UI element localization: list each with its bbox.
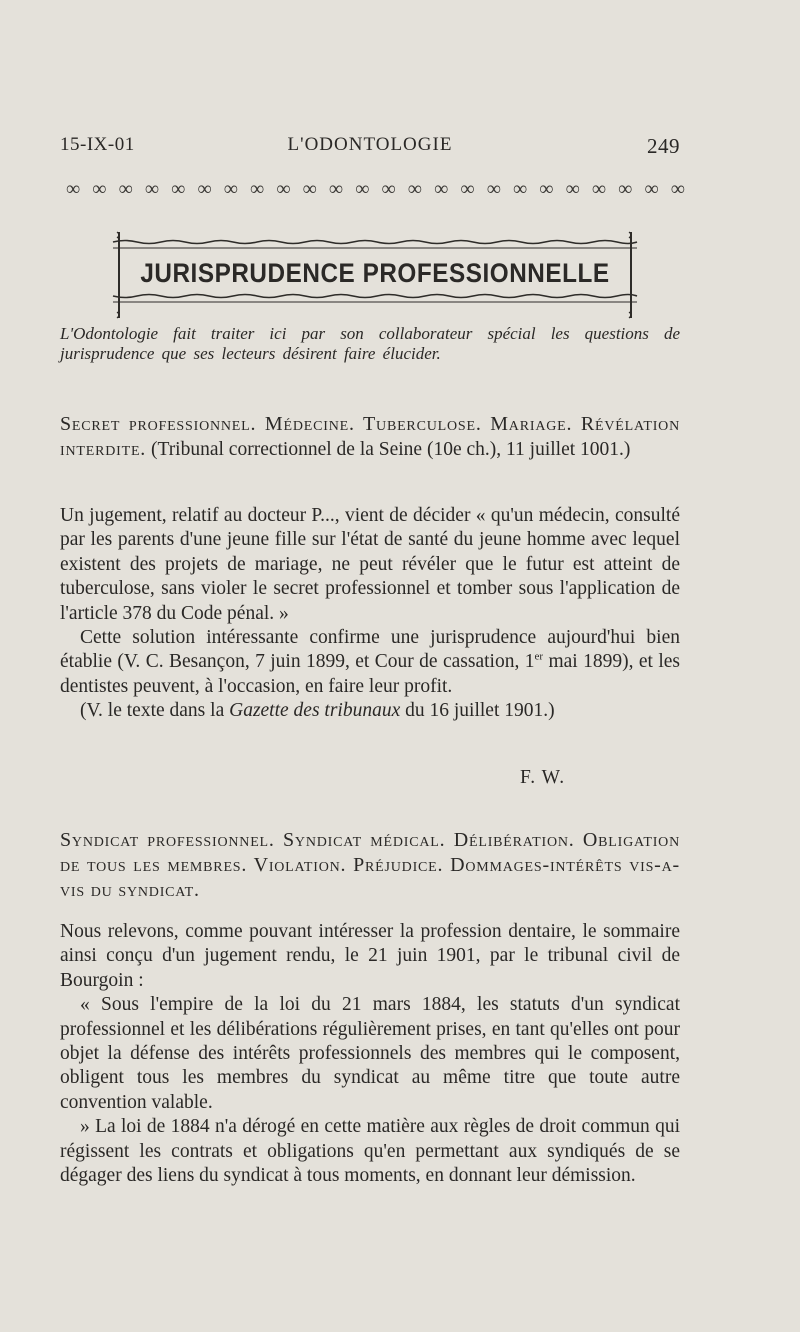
chain-ornament-band: ∞ ∞ ∞ ∞ ∞ ∞ ∞ ∞ ∞ ∞ ∞ ∞ ∞ ∞ ∞ ∞ ∞ ∞ ∞ ∞ ∞ ∞ ∞ ∞ (66, 179, 686, 199)
article2-paragraph-1: Nous relevons, comme pouvant intéresser la profession dentaire, le sommaire ainsi conçu d'un jugement rendu, le 21 juin 1901, par le tribunal civil de Bourgoin : (60, 921, 680, 991)
article2-body (60, 920, 680, 1188)
article2-heading-smallcaps: Syndicat professionnel. Syndicat médical. Délibération. Obligation de tous les membres. Violation. Préjudice. Dommages-intérêts vis-a-vis du syndicat. (60, 829, 680, 901)
section-intro: L'Odontologie fait traiter ici par son collaborateur spécial les questions de jurisprudence que ses lecteurs désirent faire élucider. (60, 324, 680, 363)
article1-heading (60, 412, 680, 462)
journal-title: L'ODONTOLOGIE (287, 134, 453, 155)
article2-paragraph-3: » La loi de 1884 n'a dérogé en cette matière aux règles de droit commun qui régissent les contrats et obligations qu'en permettant aux syndiqués de se dégager des liens du syndicat à tous moments, en donnant leur démission. (60, 1116, 680, 1187)
article1-paragraph-1: Un jugement, relatif au docteur P..., vient de décider « qu'un médecin, consulté par les parents d'une jeune fille sur l'état de santé du jeune homme avec lequel existent des projets de mariage, ne peut révéler que le futur est atteint de tuberculose, sans violer le secret professionnel et tomber sous l'application de l'article 378 du Code pénal. » (60, 505, 680, 624)
page-number: 249 (647, 134, 680, 158)
article2-paragraph-2: « Sous l'empire de la loi du 21 mars 1884, les statuts d'un syndicat professionnel et les délibérations régulièrement prises, en tant qu'elles ont pour objet la défense des intérêts professionnels des membres qui le composent, obligent tous les membres du syndicat au même titre que toute autre convention valable. (60, 994, 680, 1113)
author-signature: F. W. (520, 767, 566, 788)
section-title: JURISPRUDENCE PROFESSIONNELLE (140, 258, 610, 288)
article1-paragraph-3: (V. le texte dans la Gazette des tribunaux du 16 juillet 1901.) (80, 700, 555, 722)
article2-heading (60, 828, 680, 903)
issue-date: 15-IX-01 (60, 134, 135, 155)
running-head (60, 134, 680, 160)
article1-paragraph-2: Cette solution intéressante confirme une jurisprudence aujourd'hui bien établie (V. C. Besançon, 7 juin 1899, et Cour de cassation, 1er mai 1899), et les dentistes peuvent, à l'occasion, en faire leur profit. (60, 627, 680, 697)
article1-heading-court: (Tribunal correctionnel de la Seine (10e ch.), 11 juillet 1001.) (150, 439, 631, 460)
section-heading-frame (105, 228, 645, 324)
article1-body (60, 504, 680, 724)
article1-heading-smallcaps: Secret professionnel. Médecine. Tuberculose. Mariage. Révélation interdite. (60, 413, 680, 460)
